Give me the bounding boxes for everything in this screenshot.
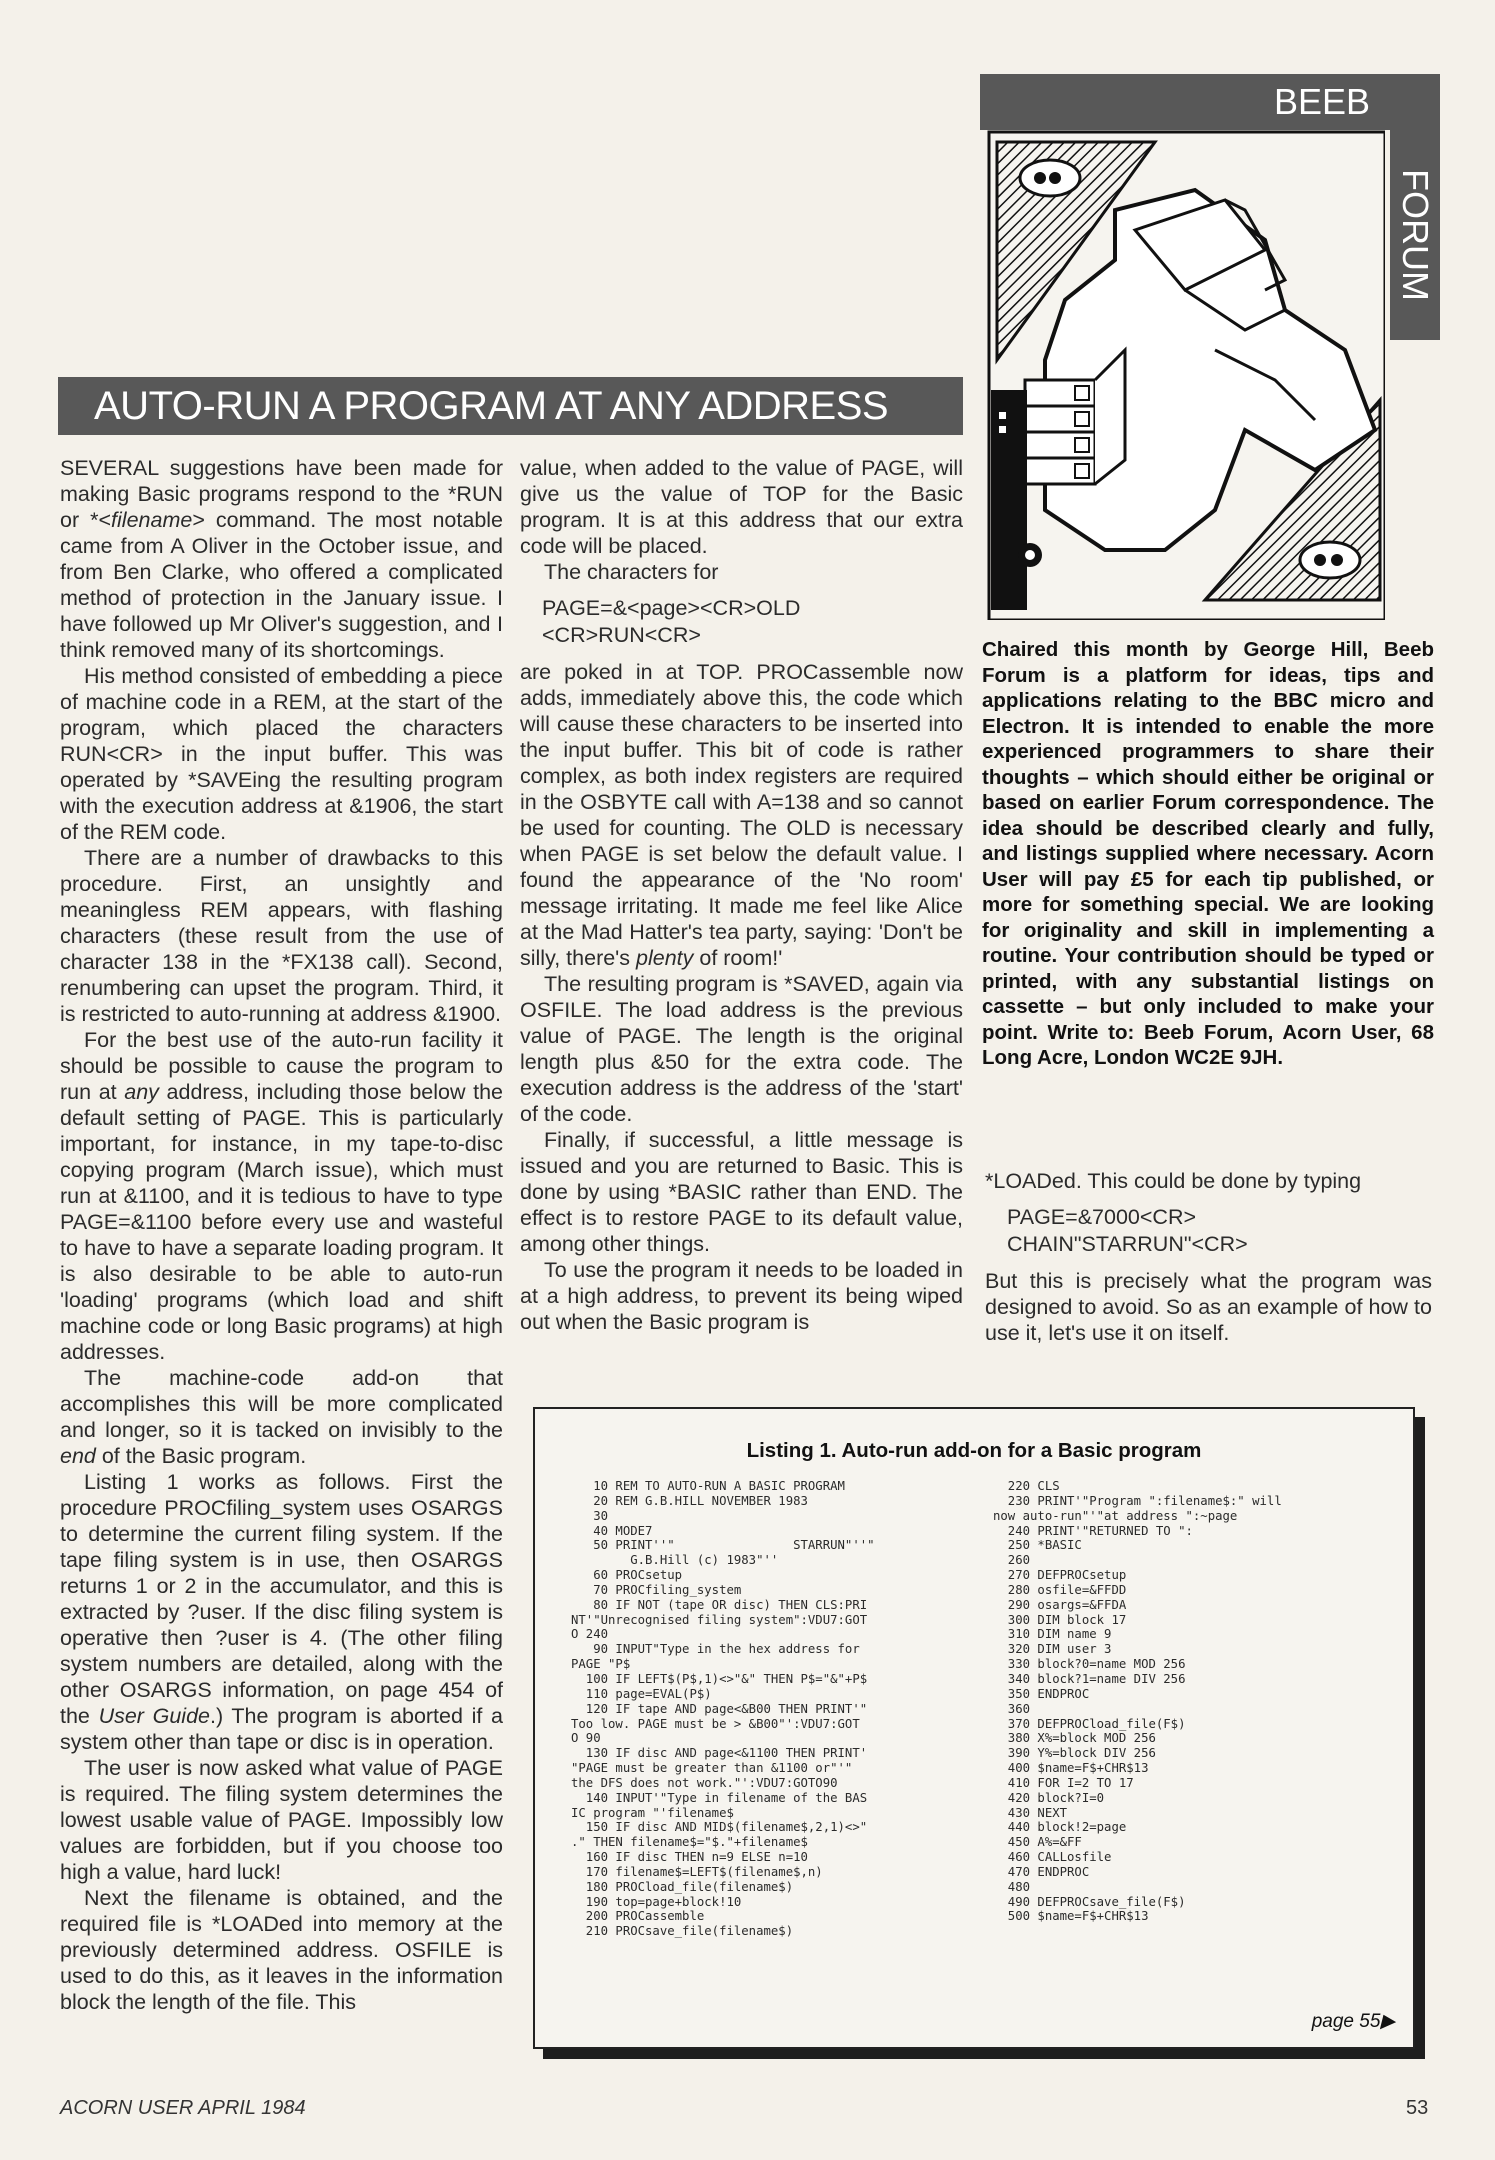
- paragraph: But this is precisely what the program was designed to avoid. So as an example of how to use it, let's use it on itself.: [985, 1269, 1432, 1345]
- paragraph: value, when added to the value of PAGE, will give us the value of TOP for the Basic program. It is at this address that our extra code will be placed.: [520, 456, 963, 558]
- paragraph: The characters for: [544, 560, 719, 584]
- paragraph: The resulting program is *SAVED, again via OSFILE. The load address is the previous value of PAGE. The length is the original length plus &50 for the extra code. The execution address is the address of the 'start' of the code.: [520, 972, 963, 1126]
- listing-box: [533, 1407, 1415, 2049]
- paragraph: For the best use of the auto-run facility it should be possible to cause the program to run at any address, including those below the default setting of PAGE. This is particularly important, for instance, in my tape-to-disc copying program (March issue), which must run at &1100, and it is tedious to have to type PAGE=&1100 before every use and wasteful to have to have a separate loading program. It is also desirable to be able to auto-run 'loading' programs (which load and shift machine code or long Basic programs) at high addresses.: [60, 1028, 504, 1364]
- code-snippet: PAGE=&7000<CR> CHAIN"STARRUN"<CR>: [1007, 1205, 1248, 1256]
- forum-label: FORUM: [1395, 169, 1436, 301]
- listing-title: Listing 1. Auto-run add-on for a Basic program: [746, 1439, 1202, 1462]
- article-column-1: [60, 455, 503, 2015]
- hand-illustration: [985, 130, 1385, 620]
- forum-vertical-tag: [1390, 130, 1440, 340]
- article-column-3: [985, 1168, 1432, 1346]
- paragraph: *LOADed. This could be done by typing: [985, 1169, 1362, 1193]
- article-column-2: [520, 455, 963, 1335]
- listing-code-left: 10 REM TO AUTO-RUN A BASIC PROGRAM 20 REM G.B.HILL NOVEMBER 1983 30 40 MODE7 50 PRINT''" STARRUN"''" G.B.Hill (c) 1983"'' 60 PROCsetup 70 PROCfiling_system 80 IF NOT (tape OR disc) THEN CLS:PRI NT'"Unrecognised filing system":VDU7:GOT O 240 90 INPUT"Type in the hex address for PAGE "P$ 100 IF LEFT$(P$,1)<>"&" THEN P$="&"+P$ 110 page=EVAL(P$) 120 IF tape AND page<&B00 THEN PRINT'" Too low. PAGE must be > &B00"':VDU7:GOT O 90 130 IF disc AND page<&1100 THEN PRINT' "PAGE must be greater than &1100 or"'" the DFS does not work."':VDU7:GOTO90 140 INPUT'"Type in filename of the BAS IC program "'filename$ 150 IF disc AND MID$(filename$,2,1)<>" ." THEN filename$="$."+filename$ 160 IF disc THEN n=9 ELSE n=10 170 filename$=LEFT$(filename$,n) 180 PROCload_file(filename$) 190 top=page+block!10 200 PROCassemble 210 PROCsave_file(filename$): [571, 1479, 875, 1939]
- continued-page-ref: page 55▶: [1311, 2011, 1395, 2032]
- beeb-header-tag: BEEB: [980, 74, 1440, 130]
- paragraph: SEVERAL suggestions have been made for making Basic programs respond to the *RUN or *<filename> command. The most notable came from A Oliver in the October issue, and from Ben Clarke, who offered a complicated method of protection in the January issue. I have followed up Mr Oliver's suggestion, and I think removed many of its shortcomings.: [60, 456, 504, 662]
- listing-code-right: 220 CLS 230 PRINT'"Program ":filename$:" will now auto-run"'"at address ":~page 240 PRINT'"RETURNED TO ": 250 *BASIC 260 270 DEFPROCsetup 280 osfile=&FFDD 290 osargs=&FFDA 300 DIM block 17 310 DIM name 9 320 DIM user 3 330 block?0=name MOD 256 340 block?1=name DIV 256 350 ENDPROC 360 370 DEFPROCload_file(F$) 380 X%=block MOD 256 390 Y%=block DIV 256 400 $name=F$+CHR$13 410 FOR I=2 TO 17 420 block?I=0 430 NEXT 440 block!2=page 450 A%=&FF 460 CALLosfile 470 ENDPROC 480 490 DEFPROCsave_file(F$) 500 $name=F$+CHR$13: [993, 1479, 1282, 1924]
- paragraph: His method consisted of embedding a piece of machine code in a REM, at the start of the program, which placed the characters RUN<CR> in the input buffer. This was operated by *SAVEing the resulting program with the execution address at &1906, the start of the REM code.: [60, 664, 503, 844]
- paragraph: The user is now asked what value of PAGE is required. The filing system determines the lowest usable value of PAGE. Impossibly low values are forbidden, but if you choose too high a value, hard luck!: [60, 1756, 503, 1884]
- footer-publication: ACORN USER APRIL 1984: [60, 2097, 306, 2119]
- code-snippet: PAGE=&<page><CR>OLD <CR>RUN<CR>: [542, 596, 801, 647]
- paragraph: Next the filename is obtained, and the required file is *LOADed into memory at the previously determined address. OSFILE is used to do this, as it leaves in the information block the length of the file. This: [60, 1886, 503, 2014]
- paragraph: There are a number of drawbacks to this procedure. First, an unsightly and meaningless REM appears, with flashing characters (these result from the use of character 138 in the *FX138 call). Second, renumbering can upset the program. Third, it is restricted to auto-running at address &1900.: [60, 846, 503, 1026]
- paragraph: Finally, if successful, a little message is issued and you are returned to Basic. This is done by using *BASIC rather than END. The effect is to restore PAGE to its default value, among other things.: [520, 1128, 963, 1256]
- article-title: AUTO-RUN A PROGRAM AT ANY ADDRESS: [58, 377, 963, 435]
- paragraph: The machine-code add-on that accomplishes this will be more complicated and longer, so it is tacked on invisibly to the end of the Basic program.: [60, 1366, 503, 1468]
- forum-intro-text: Chaired this month by George Hill, Beeb Forum is a platform for ideas, tips and applications relating to the BBC micro and Electron. It is intended to enable the more experienced programmers to share their thoughts – which should either be original or based on earlier Forum correspondence. The idea should be described clearly and fully, and listings supplied where necessary. Acorn User will pay £5 for each tip published, or more for something special. We are looking for originality and skill in implementing a routine. Your contribution should be typed or printed, with any substantial listings on cassette – but only included to make your point. Write to: Beeb Forum, Acorn User, 68 Long Acre, London WC2E 9JH.: [982, 638, 1434, 1069]
- paragraph: Listing 1 works as follows. First the procedure PROCfiling_system uses OSARGS to determine the current filing system. If the tape filing system is in use, then OSARGS returns 1 or 2 in the accumulator, and this is extracted by ?user. If the disc filing system is operative then ?user is 4. (The other filing system numbers are detailed, along with the other OSARGS information, on page 454 of the User Guide.) The program is aborted if a system other than tape or disc is in operation.: [60, 1470, 503, 1754]
- paragraph: are poked in at TOP. PROCassemble now adds, immediately above this, the code which will cause these characters to be inserted into the input buffer. This bit of code is rather complex, as both index registers are required in the OSBYTE call with A=138 and so cannot be used for counting. The OLD is necessary when PAGE is set below the default value. I found the appearance of the 'No room' message irritating. It made me feel like Alice at the Mad Hatter's tea party, saying: 'Don't be silly, there's plenty of room!': [520, 660, 963, 970]
- paragraph: To use the program it needs to be loaded in at a high address, to prevent its being wiped out when the Basic program is: [520, 1258, 963, 1334]
- page-number: 53: [1406, 2097, 1429, 2119]
